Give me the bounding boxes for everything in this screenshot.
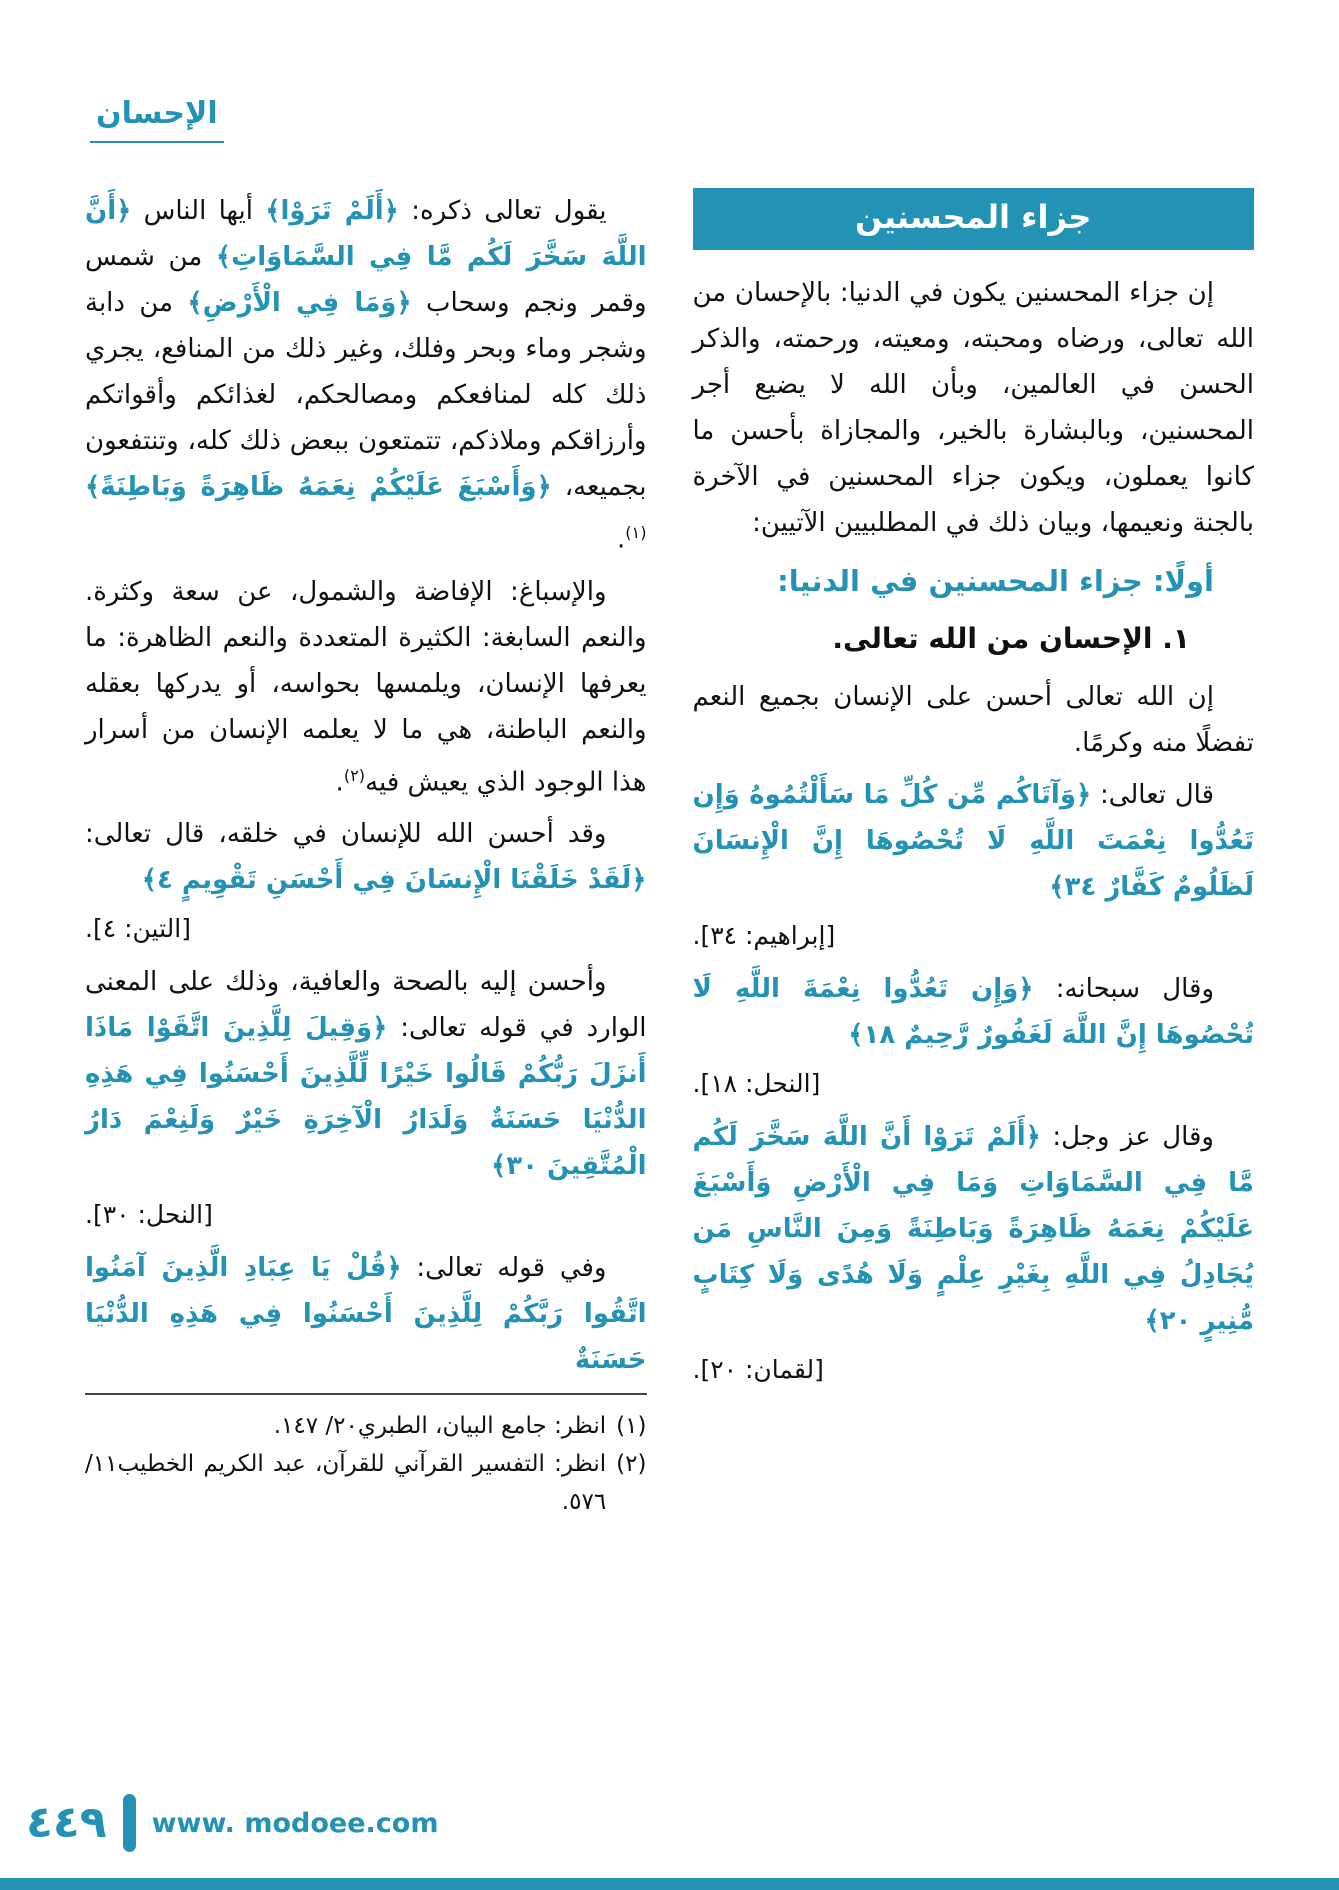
quran-quote: ﴿وَإِن تَعُدُّوا نِعْمَةَ اللَّهِ لَا تُحْصُوهَا إِنَّ اللَّهَ لَغَفُورٌ رَّحِيمٌ ١٨﴾ xyxy=(692,974,1254,1050)
verse-paragraph-ibrahim xyxy=(693,772,1255,910)
quran-quote: ﴿وَقِيلَ لِلَّذِينَ اتَّقَوْا مَاذَا أَنزَلَ رَبُّكُمْ قَالُوا خَيْرًا لِّلَّذِينَ أَحْسَنُوا فِي هَذِهِ الدُّنْيَا حَسَنَةٌ وَلَدَارُ الْآخِرَةِ خَيْرٌ وَلَنِعْمَ دَارُ الْمُتَّقِينَ ٣٠﴾ xyxy=(85,1013,647,1182)
footnote-1 xyxy=(85,1407,647,1445)
quran-quote: ﴿وَمَا فِي الْأَرْضِ﴾ xyxy=(187,288,412,318)
right-column xyxy=(693,188,1255,1521)
section-title: جزاء المحسنين xyxy=(855,198,1092,236)
verse-paragraph-luqman20 xyxy=(693,1114,1255,1344)
body-text: . xyxy=(335,767,344,798)
bottom-edge-strip xyxy=(0,1878,1339,1890)
verse-paragraph-zumar xyxy=(85,1245,647,1383)
verse-reference-tin: [التين: ٤]. xyxy=(85,914,191,944)
footnote-ref-marker: (٢) xyxy=(343,765,366,785)
body-text: وقد أحسن الله للإنسان في خلقه، قال تعالى: xyxy=(85,819,607,850)
isbagh-paragraph xyxy=(85,569,647,806)
body-text: من شمس وقمر ونجم وسحاب xyxy=(85,242,647,318)
running-header xyxy=(90,96,224,143)
page-number: ٤٤٩ xyxy=(26,1797,107,1848)
footnote-2 xyxy=(85,1445,647,1521)
subheading-first-matlab: أولًا: جزاء المحسنين في الدنيا: xyxy=(777,564,1214,598)
quran-quote: ﴿وَأَسْبَغَ عَلَيْكُمْ نِعَمَهُ ظَاهِرَةً وَبَاطِنَةً﴾ xyxy=(85,472,552,502)
body-text: . xyxy=(616,524,626,555)
quran-quote: ﴿أَلَمْ تَرَوْا﴾ xyxy=(265,196,399,226)
footnote-separator xyxy=(85,1393,647,1395)
footer-divider xyxy=(123,1794,136,1852)
body-text: وأحسن إليه بالصحة والعافية، وذلك على المعنى الوارد في قوله تعالى: xyxy=(85,967,647,1044)
footnote-1-marker: (١) xyxy=(616,1413,647,1440)
body-text: وقال سبحانه: xyxy=(1033,974,1214,1004)
verse-paragraph-tin xyxy=(85,811,647,903)
footnote-2-marker: (٢) xyxy=(616,1451,647,1478)
footnote-1-text: انظر: جامع البيان، الطبري٢٠/ ١٤٧. xyxy=(273,1413,607,1440)
body-text: وفي قوله تعالى: xyxy=(401,1253,607,1284)
body-text: قال تعالى: xyxy=(1091,780,1214,810)
left-column xyxy=(85,188,647,1521)
content-columns xyxy=(85,188,1254,1521)
running-header-text: الإحسان xyxy=(90,96,224,143)
body-text: إن جزاء المحسنين يكون في الدنيا: بالإحسان من الله تعالى، ورضاه ومحبته، ومعيته، ورحمته، والذكر الحسن في العالمين، وبأن الله لا يضيع أجر المحسنين، وبالبشارة بالخير، والمجازاة بأحسن ما كانوا يعملون، ويكون جزاء المحسنين في الآخرة بالجنة ونعيمها، وبيان ذلك في المطلبيين الآتيين: xyxy=(692,278,1254,538)
paragraph xyxy=(693,674,1255,766)
verse-paragraph-nahl18 xyxy=(693,966,1255,1058)
section-title-banner xyxy=(693,188,1255,250)
body-text: وقال عز وجل: xyxy=(1040,1122,1214,1152)
quran-quote: ﴿وَآتَاكُم مِّن كُلِّ مَا سَأَلْتُمُوهُ وَإِن تَعُدُّوا نِعْمَتَ اللَّهِ لَا تُحْصُوهَا إِنَّ الْإِنسَانَ لَظَلُومٌ كَفَّارٌ ٣٤﴾ xyxy=(692,780,1254,902)
quran-quote: ﴿قُلْ يَا عِبَادِ الَّذِينَ آمَنُوا اتَّقُوا رَبَّكُمْ لِلَّذِينَ أَحْسَنُوا فِي هَذِهِ الدُّنْيَا حَسَنَةٌ xyxy=(85,1253,647,1376)
verse-paragraph-nahl30 xyxy=(85,959,647,1189)
subheading-point-1: ١. الإحسان من الله تعالى. xyxy=(832,622,1190,655)
verse-reference-ibrahim: [إبراهيم: ٣٤]. xyxy=(692,921,836,950)
body-text: يقول تعالى ذكره: xyxy=(398,196,607,226)
body-text: والإسباغ: الإفاضة والشمول، عن سعة وكثرة. والنعم السابغة: الكثيرة المتعددة والنعم الظاهرة: ما يعرفها الإنسان، ويلمسها بحواسه، أو يدركها بعقله والنعم الباطنة، هي ما لا يعلمه الإنسان من أسرار هذا الوجود الذي يعيش فيه xyxy=(85,576,647,798)
footnote-2-text: انظر: التفسير القرآني للقرآن، عبد الكريم الخطيب١١/ ٥٧٦. xyxy=(85,1451,607,1516)
quran-quote: ﴿لَقَدْ خَلَقْنَا الْإِنسَانَ فِي أَحْسَنِ تَقْوِيمٍ ٤﴾ xyxy=(141,865,647,896)
quran-quote: ﴿أَلَمْ تَرَوْا أَنَّ اللَّهَ سَخَّرَ لَكُم مَّا فِي السَّمَاوَاتِ وَمَا فِي الْأَرْضِ وَأَسْبَغَ عَلَيْكُمْ نِعَمَهُ ظَاهِرَةً وَبَاطِنَةً وَمِنَ النَّاسِ مَن يُجَادِلُ فِي اللَّهِ بِغَيْرِ عِلْمٍ وَلَا هُدًى وَلَا كِتَابٍ مُّنِيرٍ ٢٠﴾ xyxy=(692,1122,1254,1336)
verse-reference-nahl30: [النحل: ٣٠]. xyxy=(85,1200,213,1230)
website-url: www. modoee.com xyxy=(151,1807,439,1839)
body-text: أيها الناس xyxy=(131,196,266,226)
verse-reference-luqman20: [لقمان: ٢٠]. xyxy=(692,1355,824,1384)
intro-paragraph xyxy=(693,270,1255,546)
body-text: إن الله تعالى أحسن على الإنسان بجميع النعم تفضلًا منه وكرمًا. xyxy=(692,682,1254,758)
page-footer xyxy=(26,1794,438,1852)
footnote-ref-marker: (١) xyxy=(625,523,647,542)
verse-reference-nahl18: [النحل: ١٨]. xyxy=(692,1069,821,1098)
tafsir-paragraph xyxy=(85,188,647,563)
quran-quote: ﴿أَنَّ اللَّهَ سَخَّرَ لَكُم مَّا فِي السَّمَاوَاتِ﴾ xyxy=(85,196,647,272)
body-text: من دابة وشجر وماء وبحر وفلك، وغير ذلك من المنافع، يجري ذلك كله لمنافعكم ومصالحكم، لغذائكم وأقواتكم وأرزاقكم وملاذكم، تتمتعون ببعض ذلك كله، وتنتفعون بجميعه، xyxy=(85,288,647,502)
